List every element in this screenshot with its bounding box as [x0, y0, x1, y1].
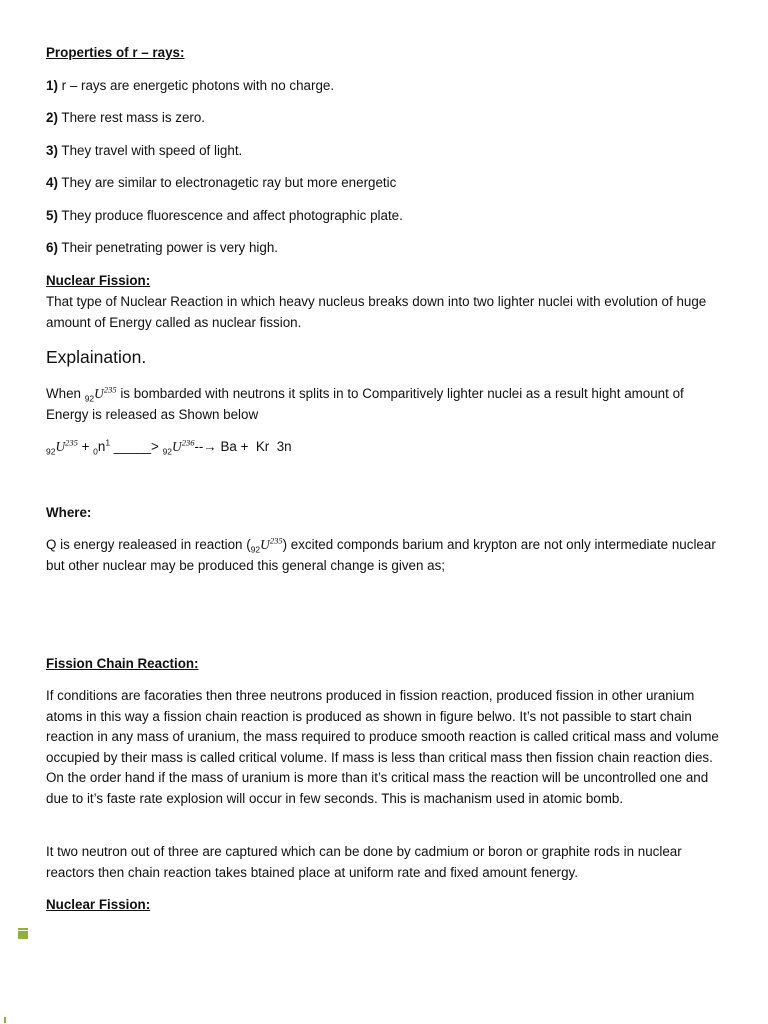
chain-reaction-paragraph-1: If conditions are facoraties then three neutrons produced in fission reaction, produced fission in other uranium atoms in this way a fission chain reaction is produced as shown in figure belwo. It’s not passible to start chain reaction in any mass of uranium, the mass required to produce smooth reaction is called critical mass and volume occupied by their mass is called critical volume. If mass is less than critical mass then fission chain reaction dies. On the order hand if the mass of uranium is more than it’s critical mass the reaction will be uncontrolled one and due to it’s faste rate explosion will occur in few seconds. This is machanism used in atomic bomb. — [46, 688, 719, 806]
uranium-symbol: U — [260, 537, 270, 552]
fission-definition: That type of Nuclear Reaction in which heavy nucleus breaks down into two lighter nuclei with evolution of huge amount of Energy called as nuclear fission. — [46, 294, 707, 330]
uranium-symbol: U — [94, 386, 104, 401]
atomic-number: 92 — [46, 446, 56, 457]
property-number: 2) — [46, 110, 58, 125]
property-item-1 — [46, 76, 334, 97]
property-number: 5) — [46, 208, 58, 223]
atomic-number: 92 — [250, 544, 261, 555]
mass-number: 1 — [105, 437, 111, 448]
uranium-symbol: U — [172, 439, 182, 454]
reaction-arrow: _____> — [110, 439, 163, 454]
property-number: 4) — [46, 175, 58, 190]
explanation-text-b: is bombarded with neutrons it splits in to Comparitively lighter nuclei as a result hight amount of Energy is released as Shown below — [46, 386, 684, 422]
mass-number: 235 — [269, 535, 283, 546]
uranium-symbol: U — [55, 439, 66, 454]
where-text-a: Q is energy realeased in reaction ( — [46, 537, 251, 552]
property-item-2 — [46, 108, 205, 129]
explanation-text-a: When — [46, 386, 85, 401]
mass-number: 235 — [65, 437, 78, 448]
property-number: 3) — [46, 143, 58, 158]
property-text: They are similar to electronagetic ray but more energetic — [57, 175, 397, 190]
property-text: There rest mass is zero. — [57, 110, 206, 125]
plus-sign: + — [77, 439, 94, 454]
right-arrow-icon: --→ — [194, 439, 217, 454]
footer-fission-heading: Nuclear Fission: — [46, 897, 151, 912]
property-text: They produce fluorescence and affect photographic plate. — [57, 208, 403, 223]
chain-reaction-paragraph-2: It two neutron out of three are captured which can be done by cadmium or boron or graphite rods in nuclear reactors then chain reaction takes btained place at uniform rate and fixed amount fenergy. — [46, 844, 682, 880]
property-number: 6) — [46, 240, 58, 255]
atomic-number: 92 — [84, 393, 95, 404]
mass-number: 235 — [103, 384, 117, 395]
where-paragraph — [46, 535, 726, 576]
property-text: Their penetrating power is very high. — [57, 240, 278, 255]
property-item-4 — [46, 173, 396, 194]
property-item-5 — [46, 206, 403, 227]
atomic-number: 92 — [162, 446, 173, 457]
page-edge-mark — [4, 1017, 6, 1023]
mass-number: 236 — [181, 437, 195, 448]
neutron-symbol: n — [97, 439, 106, 454]
property-item-6 — [46, 238, 278, 259]
atomic-number: 0 — [93, 446, 98, 457]
nuclear-fission-heading: Nuclear Fission: — [46, 273, 151, 288]
explanation-heading: Explaination. — [46, 347, 147, 367]
document-marker-icon — [18, 928, 28, 939]
fission-equation — [46, 437, 292, 458]
where-label: Where: — [46, 505, 92, 520]
where-text-b: ) excited componds barium and krypton are not only intermediate nuclear but other nuclear may be produced this general change is given as; — [46, 537, 716, 573]
property-text: r – rays are energetic photons with no charge. — [57, 78, 335, 93]
reaction-products: Ba + Kr 3n — [216, 439, 292, 454]
property-number: 1) — [46, 78, 58, 93]
explanation-paragraph — [46, 384, 726, 425]
chain-reaction-heading: Fission Chain Reaction: — [46, 656, 199, 671]
properties-heading: Properties of r – rays: — [46, 45, 185, 60]
property-item-3 — [46, 141, 242, 162]
property-text: They travel with speed of light. — [57, 143, 243, 158]
